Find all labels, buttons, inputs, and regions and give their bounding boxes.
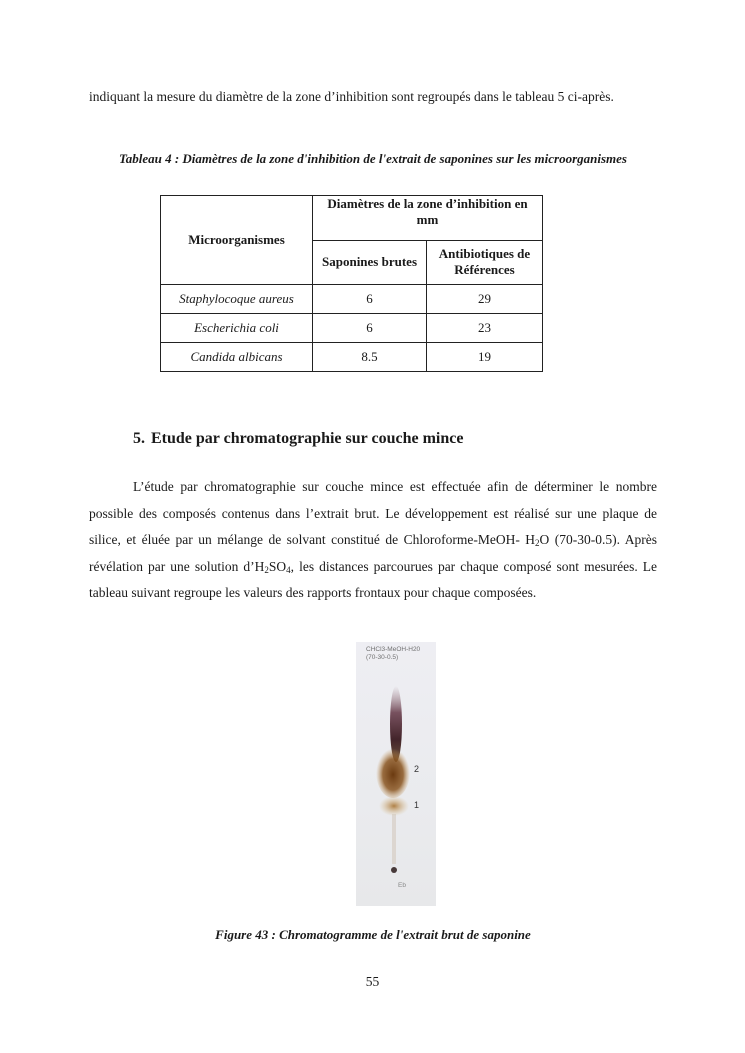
tlc-plate-drawing: [356, 642, 436, 906]
origin-spot: [391, 867, 397, 873]
table-row: [161, 314, 543, 343]
body-text: L’étude par chromatographie sur couche mince est effectuée afin de déterminer le nombre possible des composés contenus dans l’extrait brut. Le développement est réalisé sur une plaque de silice, et éluée par un mélange de solvant constitué de Chloroforme-MeOH- H: [89, 479, 657, 547]
spot-label-2: 2: [414, 764, 420, 774]
spot-label-1: 1: [414, 800, 420, 810]
body-paragraph: [89, 474, 657, 607]
header-diameter: Diamètres de la zone d’inhibition en mm: [313, 196, 543, 241]
subscript: 4: [286, 564, 291, 575]
antibiotiques-cell: 29: [427, 285, 543, 314]
intro-paragraph: indiquant la mesure du diamètre de la zone d’inhibition sont regroupés dans le tableau 5 ci-après.: [89, 89, 614, 104]
subscript: 2: [535, 538, 540, 548]
saponines-cell: 6: [313, 285, 427, 314]
plate-label-line2: (70-30-0.5): [366, 654, 399, 661]
inhibition-table: [160, 195, 543, 372]
organism-cell: Staphylocoque aureus: [161, 285, 313, 314]
antibiotiques-cell: 23: [427, 314, 543, 343]
saponines-cell: 8.5: [313, 343, 427, 372]
organism-cell: Escherichia coli: [161, 314, 313, 343]
section-heading: [133, 428, 463, 450]
section-number: 5.: [133, 430, 145, 447]
section-title: Etude par chromatographie sur couche mince: [151, 430, 464, 447]
spot-2: [376, 746, 410, 798]
table-caption: Tableau 4 : Diamètres de la zone d'inhibition de l'extrait de saponines sur les microorganismes: [118, 151, 627, 166]
organism-cell: Candida albicans: [161, 343, 313, 372]
trail-mark: [392, 814, 396, 864]
spot-1: [379, 796, 409, 816]
origin-label: Eb: [398, 882, 406, 889]
table-row: [161, 285, 543, 314]
header-antibiotiques: Antibiotiques de Références: [427, 240, 543, 285]
body-text: O (70-30-0.5). Après révélation par une solution d’H: [89, 532, 657, 574]
antibiotiques-cell: 19: [427, 343, 543, 372]
tlc-plate-photo: [356, 642, 436, 906]
saponines-cell: 6: [313, 314, 427, 343]
body-text: SO: [268, 558, 287, 574]
header-microorganisms: Microorganismes: [161, 196, 313, 285]
figure-caption: Figure 43 : Chromatogramme de l'extrait brut de saponine: [215, 927, 531, 942]
plate-label-line1: CHCl3-MeOH-H20: [366, 646, 421, 653]
body-text: , les distances parcourues par chaque composé sont mesurées. Le tableau suivant regroupe les valeurs des rapports frontaux pour chaque composées.: [89, 558, 657, 600]
table-row: [161, 343, 543, 372]
header-saponines: Saponines brutes: [313, 240, 427, 285]
page-number: 55: [365, 974, 380, 989]
subscript: 2: [264, 564, 269, 575]
